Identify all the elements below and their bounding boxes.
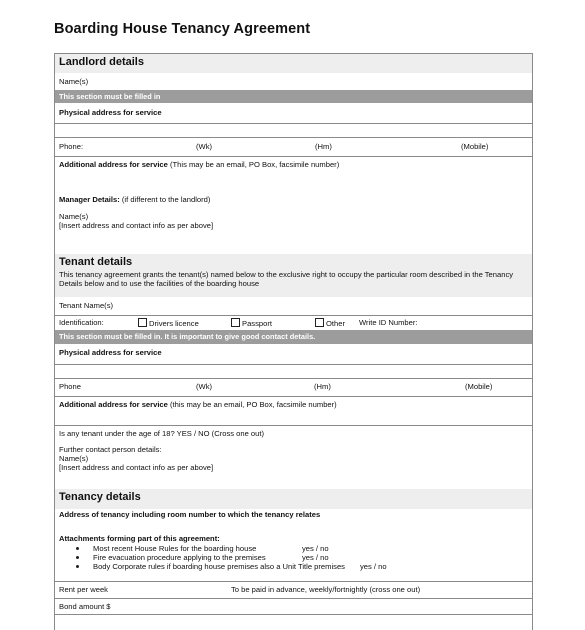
attachment-text: Body Corporate rules if boarding house premises also a Unit Title premises <box>93 562 345 571</box>
landlord-phone-label: Phone: <box>59 142 84 151</box>
other-option[interactable]: Other <box>315 318 345 328</box>
landlord-wk-label: (Wk) <box>196 142 213 151</box>
tenant-names-label: Tenant Name(s) <box>59 301 114 310</box>
tenant-intro-line2: Details below and to use the facilities of the boarding house <box>59 279 260 288</box>
tenant-intro-line1: This tenancy agreement grants the tenant(s) named below to the exclusive right to occupy the particular room described in the Tenancy <box>59 270 514 279</box>
landlord-physical-label: Physical address for service <box>59 108 162 117</box>
landlord-section-header <box>55 54 532 73</box>
attachment-text: Fire evacuation procedure applying to the premises <box>93 553 266 562</box>
tenant-heading: Tenant details <box>59 256 133 268</box>
tenancy-address-row[interactable] <box>55 509 532 581</box>
tenant-additional-label: Additional address for service (this may be an email, PO Box, facsimile number) <box>59 400 337 409</box>
tenant-mobile-label: (Mobile) <box>465 382 493 391</box>
tenant-physical-address-row[interactable] <box>55 344 532 364</box>
landlord-mobile-label: (Mobile) <box>461 142 489 151</box>
manager-insert-note: [Insert address and contact info as per above] <box>59 221 214 230</box>
attachment-item <box>55 562 532 571</box>
attachment-answer[interactable]: yes / no <box>302 553 329 562</box>
tenant-address-blank[interactable] <box>55 364 532 378</box>
attachment-answer[interactable]: yes / no <box>360 562 387 571</box>
landlord-names-label: Name(s) <box>59 77 89 86</box>
rent-row[interactable] <box>55 581 532 598</box>
tenant-names-row[interactable] <box>55 297 532 315</box>
tenant-phone-row[interactable] <box>55 378 532 396</box>
manager-details-label: Manager Details: (if different to the landlord) <box>59 195 211 204</box>
tenant-physical-label: Physical address for service <box>59 348 162 357</box>
bullet-icon <box>76 556 79 559</box>
attachment-item <box>55 553 532 562</box>
manager-names-label: Name(s) <box>59 212 89 221</box>
rent-paid-note: To be paid in advance, weekly/fortnightly (cross one out) <box>231 585 421 594</box>
attachment-answer[interactable]: yes / no <box>302 544 329 553</box>
tenant-phone-label: Phone <box>59 382 81 391</box>
tenancy-section-header <box>55 489 532 509</box>
other-checkbox[interactable] <box>315 318 324 327</box>
passport-checkbox[interactable] <box>231 318 240 327</box>
landlord-physical-address-row[interactable] <box>55 103 532 123</box>
attachment-text: Most recent House Rules for the boarding house <box>93 544 257 553</box>
tenant-required-notice <box>55 330 532 344</box>
tenancy-form <box>54 53 533 630</box>
further-contact-label: Further contact person details: <box>59 445 162 454</box>
tenant-section-header <box>55 254 532 297</box>
landlord-names-row[interactable] <box>55 73 532 90</box>
tenant-wk-label: (Wk) <box>196 382 213 391</box>
tenant-further-row[interactable] <box>55 425 532 489</box>
document-title: Boarding House Tenancy Agreement <box>54 21 311 37</box>
further-names-label: Name(s) <box>59 454 89 463</box>
landlord-hm-label: (Hm) <box>315 142 332 151</box>
under-18-question: Is any tenant under the age of 18? YES / NO (Cross one out) <box>59 429 265 438</box>
tenant-hm-label: (Hm) <box>314 382 331 391</box>
attachment-item <box>55 544 532 553</box>
tenancy-heading: Tenancy details <box>59 491 141 503</box>
write-id-label: Write ID Number: <box>359 318 418 327</box>
drivers-licence-option[interactable]: Drivers licence <box>138 318 199 328</box>
landlord-required-notice <box>55 90 532 103</box>
landlord-additional-row[interactable] <box>55 156 532 254</box>
landlord-heading: Landlord details <box>59 56 144 68</box>
rent-label: Rent per week <box>59 585 108 594</box>
bond-row[interactable] <box>55 598 532 614</box>
identification-label: Identification: <box>59 318 104 327</box>
bullet-icon <box>76 565 79 568</box>
attachments-label: Attachments forming part of this agreement: <box>59 534 220 543</box>
tenant-additional-row[interactable] <box>55 396 532 425</box>
landlord-address-blank[interactable] <box>55 123 532 137</box>
tenancy-address-label: Address of tenancy including room number to which the tenancy relates <box>59 510 321 519</box>
landlord-phone-row[interactable] <box>55 137 532 156</box>
landlord-notice-text: This section must be filled in <box>59 92 161 101</box>
tenant-notice-text: This section must be filled in. It is important to give good contact details. <box>59 332 316 341</box>
further-insert-note: [Insert address and contact info as per above] <box>59 463 214 472</box>
drivers-licence-checkbox[interactable] <box>138 318 147 327</box>
bullet-icon <box>76 547 79 550</box>
tenant-identification-row <box>55 315 532 330</box>
passport-option[interactable]: Passport <box>231 318 272 328</box>
bond-label: Bond amount $ <box>59 602 111 611</box>
landlord-additional-label: Additional address for service (This may be an email, PO Box, facsimile number) <box>59 160 340 169</box>
